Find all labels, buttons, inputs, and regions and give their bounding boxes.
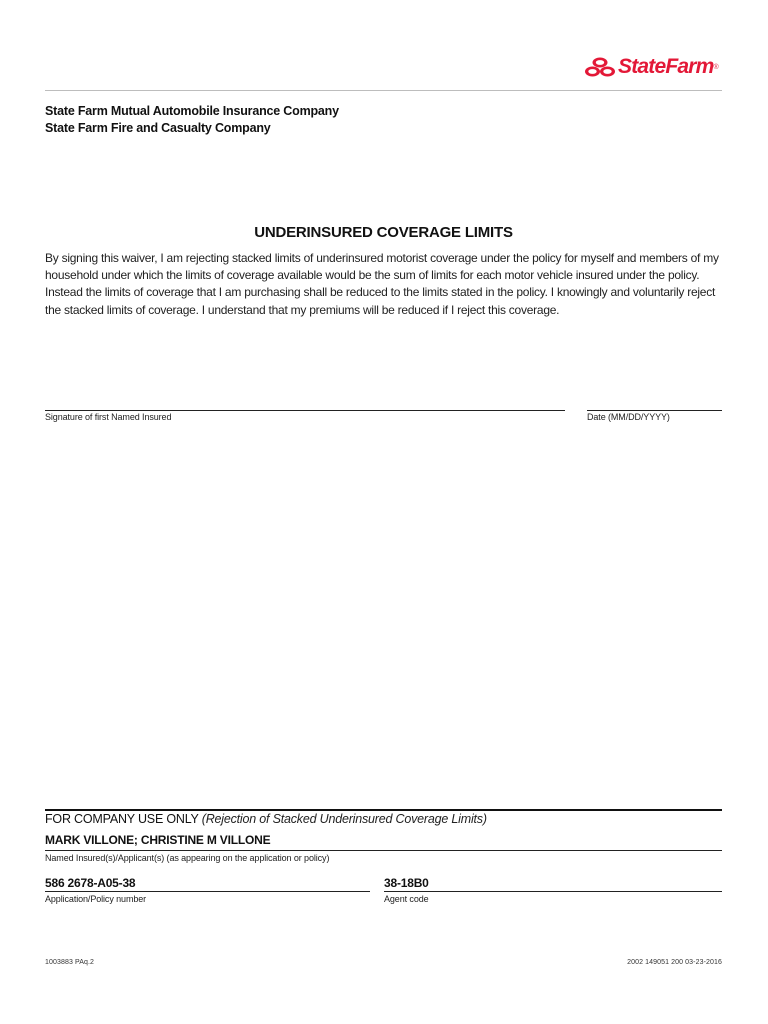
waiver-line: Instead the limits of coverage that I am purchasing shall be reduced to the limits stated in the policy. I knowingly and voluntarily reject [45, 285, 716, 300]
company-use-title: FOR COMPANY USE ONLY [45, 812, 199, 826]
date-label: Date (MM/DD/YYYY) [587, 412, 670, 422]
agent-code-line [384, 891, 722, 892]
signature-label: Signature of first Named Insured [45, 412, 172, 422]
form-code-left: 1003883 PAq.2 [45, 959, 95, 966]
agent-code-value: 38-18B0 [384, 876, 429, 890]
named-insured-value: MARK VILLONE; CHRISTINE M VILLONE [45, 833, 271, 847]
policy-number-value: 586 2678-A05-38 [45, 876, 136, 890]
company-use-heading [45, 812, 487, 826]
agent-code-label: Agent code [384, 894, 429, 904]
waiver-line: By signing this waiver, I am rejecting stacked limits of underinsured motorist coverage under the policy for myself and members of my [45, 251, 719, 265]
signature-field[interactable] [45, 410, 565, 411]
header-divider [45, 90, 722, 91]
date-field[interactable] [587, 410, 722, 411]
waiver-line: household under which the limits of coverage available would be the sum of limits for each motor vehicle insured under the policy. [45, 268, 700, 283]
company-use-divider [45, 809, 722, 811]
company-name-1: State Farm Mutual Automobile Insurance Company [45, 104, 339, 118]
state-farm-logo [584, 55, 719, 79]
brand-name: StateFarm [618, 55, 714, 78]
company-use-subtitle: (Rejection of Stacked Underinsured Coverage Limits) [201, 812, 487, 826]
form-title: UNDERINSURED COVERAGE LIMITS [254, 224, 513, 241]
named-insured-line [45, 850, 722, 851]
policy-number-line [45, 891, 370, 892]
registered-mark: ® [713, 63, 719, 71]
waiver-paragraph [45, 250, 722, 319]
company-name-2: State Farm Fire and Casualty Company [45, 121, 271, 135]
state-farm-three-ovals-icon [584, 56, 616, 78]
waiver-line: the stacked limits of coverage. I understand that my premiums will be reduced if I reject this coverage. [45, 302, 560, 317]
policy-number-label: Application/Policy number [45, 894, 147, 904]
form-code-right: 2002 149051 200 03-23-2016 [627, 959, 722, 966]
named-insured-label: Named Insured(s)/Applicant(s) (as appearing on the application or policy) [45, 853, 330, 863]
